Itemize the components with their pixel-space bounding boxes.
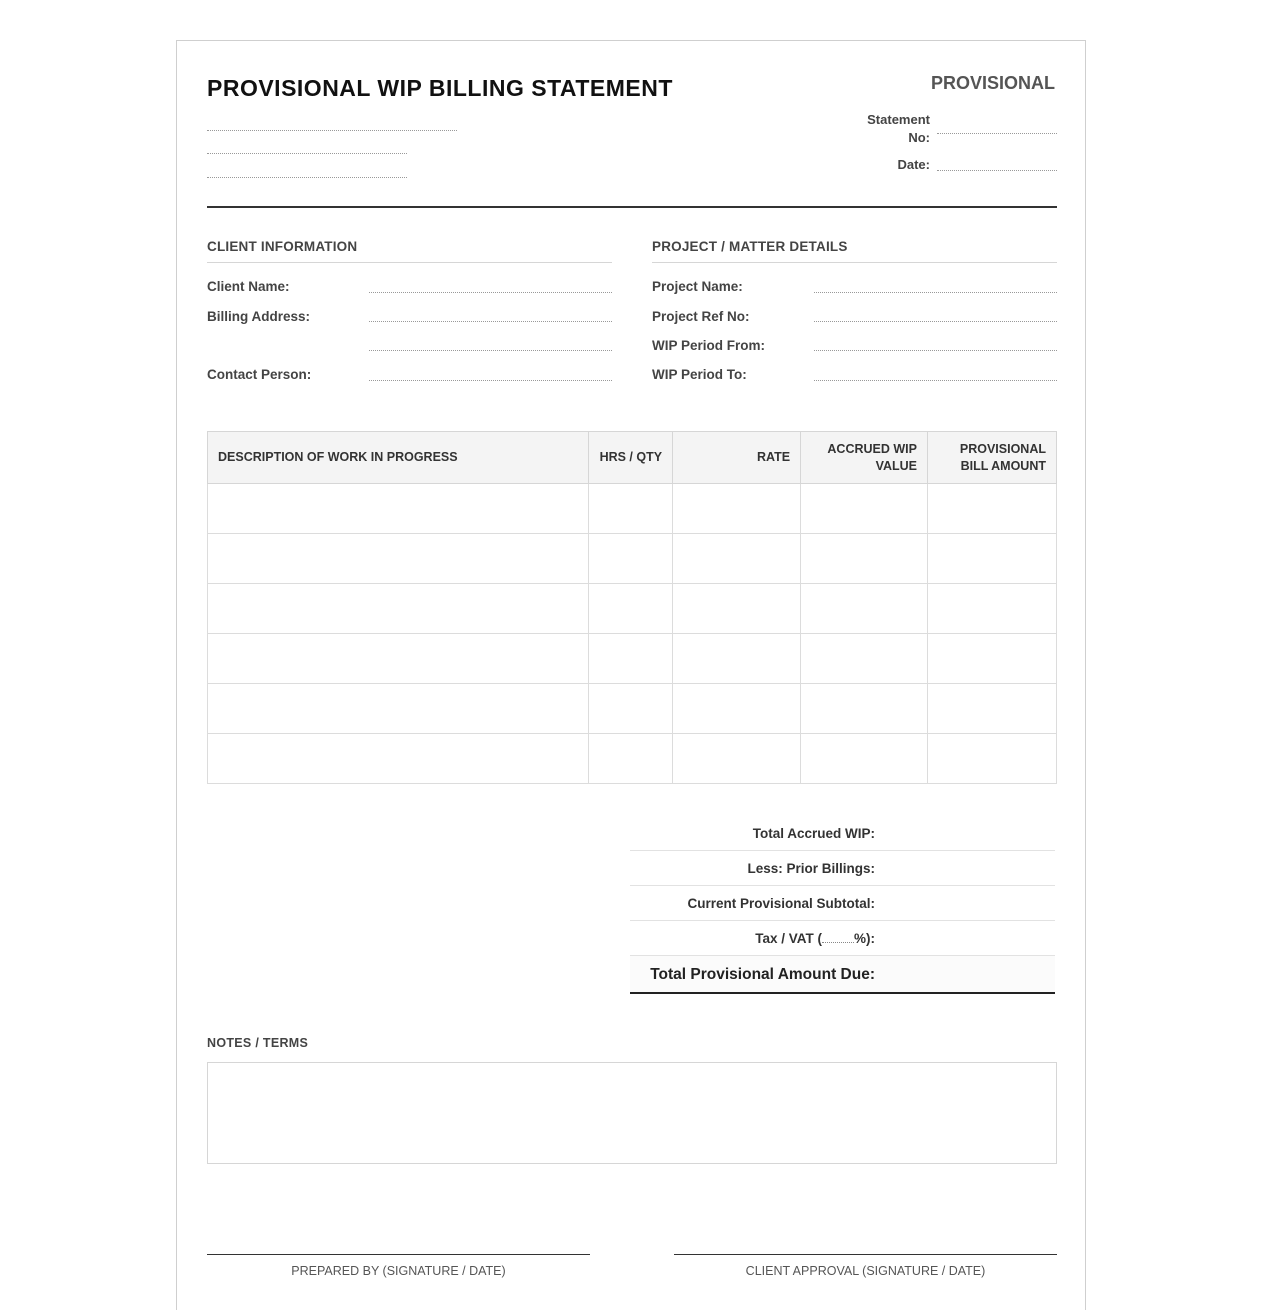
hrs-qty-cell[interactable] <box>589 584 673 634</box>
date-label: Date: <box>897 157 930 172</box>
provisional-bill-column-header <box>928 432 1057 484</box>
tax-vat-suffix: %): <box>854 931 875 946</box>
statement-page <box>176 40 1086 1310</box>
tax-vat-label <box>755 921 875 956</box>
wip-period-from-label: WIP Period From: <box>652 338 766 353</box>
hrs-qty-cell[interactable] <box>589 734 673 784</box>
table-row <box>208 484 1057 534</box>
billing-address-label: Billing Address: <box>207 309 311 324</box>
accrued-wip-column-header <box>801 432 928 484</box>
less-prior-billings-label: Less: Prior Billings: <box>747 861 875 876</box>
hrs-qty-cell[interactable] <box>589 484 673 534</box>
accrued-wip-cell[interactable] <box>801 534 928 584</box>
provisional-bill-cell[interactable] <box>928 484 1057 534</box>
provisional-bill-cell[interactable] <box>928 584 1057 634</box>
accrued-wip-cell[interactable] <box>801 584 928 634</box>
statement-no-label-line2: No: <box>908 130 930 145</box>
prepared-by-signature-line[interactable] <box>207 1254 590 1255</box>
description-cell[interactable] <box>208 534 589 584</box>
client-name-label: Client Name: <box>207 279 290 294</box>
statement-no-label <box>867 111 930 147</box>
hrs-qty-cell[interactable] <box>589 684 673 734</box>
table-row <box>208 534 1057 584</box>
billing-address-field-2[interactable] <box>369 350 612 351</box>
wip-period-to-label: WIP Period To: <box>652 367 747 382</box>
contact-person-label: Contact Person: <box>207 367 312 382</box>
tax-vat-row <box>630 921 1055 956</box>
project-ref-label: Project Ref No: <box>652 309 750 324</box>
description-cell[interactable] <box>208 484 589 534</box>
tax-vat-prefix: Tax / VAT ( <box>755 931 822 946</box>
project-name-label: Project Name: <box>652 279 743 294</box>
table-row <box>208 634 1057 684</box>
company-address-line[interactable] <box>207 153 407 154</box>
provisional-bill-header-line1: PROVISIONAL <box>959 441 1046 456</box>
project-details-rule <box>652 262 1057 263</box>
project-details-title: PROJECT / MATTER DETAILS <box>652 239 848 254</box>
wip-period-to-field[interactable] <box>814 380 1057 381</box>
statement-no-field[interactable] <box>937 133 1057 134</box>
header-divider <box>207 206 1057 208</box>
provisional-bill-cell[interactable] <box>928 734 1057 784</box>
project-ref-field[interactable] <box>814 321 1057 322</box>
description-cell[interactable] <box>208 584 589 634</box>
less-prior-billings-row <box>630 851 1055 886</box>
accrued-wip-cell[interactable] <box>801 484 928 534</box>
table-row <box>208 684 1057 734</box>
accrued-wip-cell[interactable] <box>801 734 928 784</box>
table-row <box>208 584 1057 634</box>
rate-cell[interactable] <box>673 634 801 684</box>
total-due-row <box>630 956 1055 994</box>
rate-cell[interactable] <box>673 584 801 634</box>
project-name-field[interactable] <box>814 292 1057 293</box>
wip-table <box>207 431 1057 784</box>
total-accrued-wip-label: Total Accrued WIP: <box>752 826 875 841</box>
prepared-by-label: PREPARED BY (SIGNATURE / DATE) <box>291 1264 506 1278</box>
current-subtotal-label: Current Provisional Subtotal: <box>687 896 875 911</box>
hrs-qty-cell[interactable] <box>589 634 673 684</box>
hrs-qty-cell[interactable] <box>589 534 673 584</box>
provisional-bill-cell[interactable] <box>928 634 1057 684</box>
total-accrued-wip-row <box>630 816 1055 851</box>
notes-title: NOTES / TERMS <box>207 1036 309 1050</box>
description-column-header: DESCRIPTION OF WORK IN PROGRESS <box>208 432 589 484</box>
wip-period-from-field[interactable] <box>814 350 1057 351</box>
client-info-rule <box>207 262 612 263</box>
table-row <box>208 734 1057 784</box>
hrs-qty-column-header: HRS / QTY <box>589 432 673 484</box>
description-cell[interactable] <box>208 734 589 784</box>
client-approval-signature-line[interactable] <box>674 1254 1057 1255</box>
rate-cell[interactable] <box>673 734 801 784</box>
accrued-wip-header-line2: VALUE <box>875 458 917 473</box>
description-cell[interactable] <box>208 684 589 734</box>
rate-column-header: RATE <box>673 432 801 484</box>
accrued-wip-header-line1: ACCRUED WIP <box>827 441 917 456</box>
provisional-bill-cell[interactable] <box>928 534 1057 584</box>
document-title: PROVISIONAL WIP BILLING STATEMENT <box>207 75 673 101</box>
company-name-line[interactable] <box>207 130 457 131</box>
rate-cell[interactable] <box>673 534 801 584</box>
rate-cell[interactable] <box>673 684 801 734</box>
wip-table-header-row <box>208 432 1057 484</box>
client-info-title: CLIENT INFORMATION <box>207 239 358 254</box>
accrued-wip-cell[interactable] <box>801 684 928 734</box>
accrued-wip-cell[interactable] <box>801 634 928 684</box>
current-subtotal-row <box>630 886 1055 921</box>
client-name-field[interactable] <box>369 292 612 293</box>
provisional-bill-cell[interactable] <box>928 684 1057 734</box>
client-approval-label: CLIENT APPROVAL (SIGNATURE / DATE) <box>745 1264 986 1278</box>
contact-person-field[interactable] <box>369 380 612 381</box>
provisional-bill-header-line2: BILL AMOUNT <box>960 458 1046 473</box>
date-field[interactable] <box>937 170 1057 171</box>
tax-rate-field[interactable] <box>822 931 854 943</box>
total-due-label: Total Provisional Amount Due: <box>650 966 875 983</box>
company-contact-line[interactable] <box>207 177 407 178</box>
statement-no-label-line1: Statement <box>867 112 930 127</box>
description-cell[interactable] <box>208 634 589 684</box>
rate-cell[interactable] <box>673 484 801 534</box>
billing-address-field-1[interactable] <box>369 321 612 322</box>
status-badge: PROVISIONAL <box>930 73 1055 93</box>
notes-input-box[interactable] <box>207 1062 1057 1164</box>
